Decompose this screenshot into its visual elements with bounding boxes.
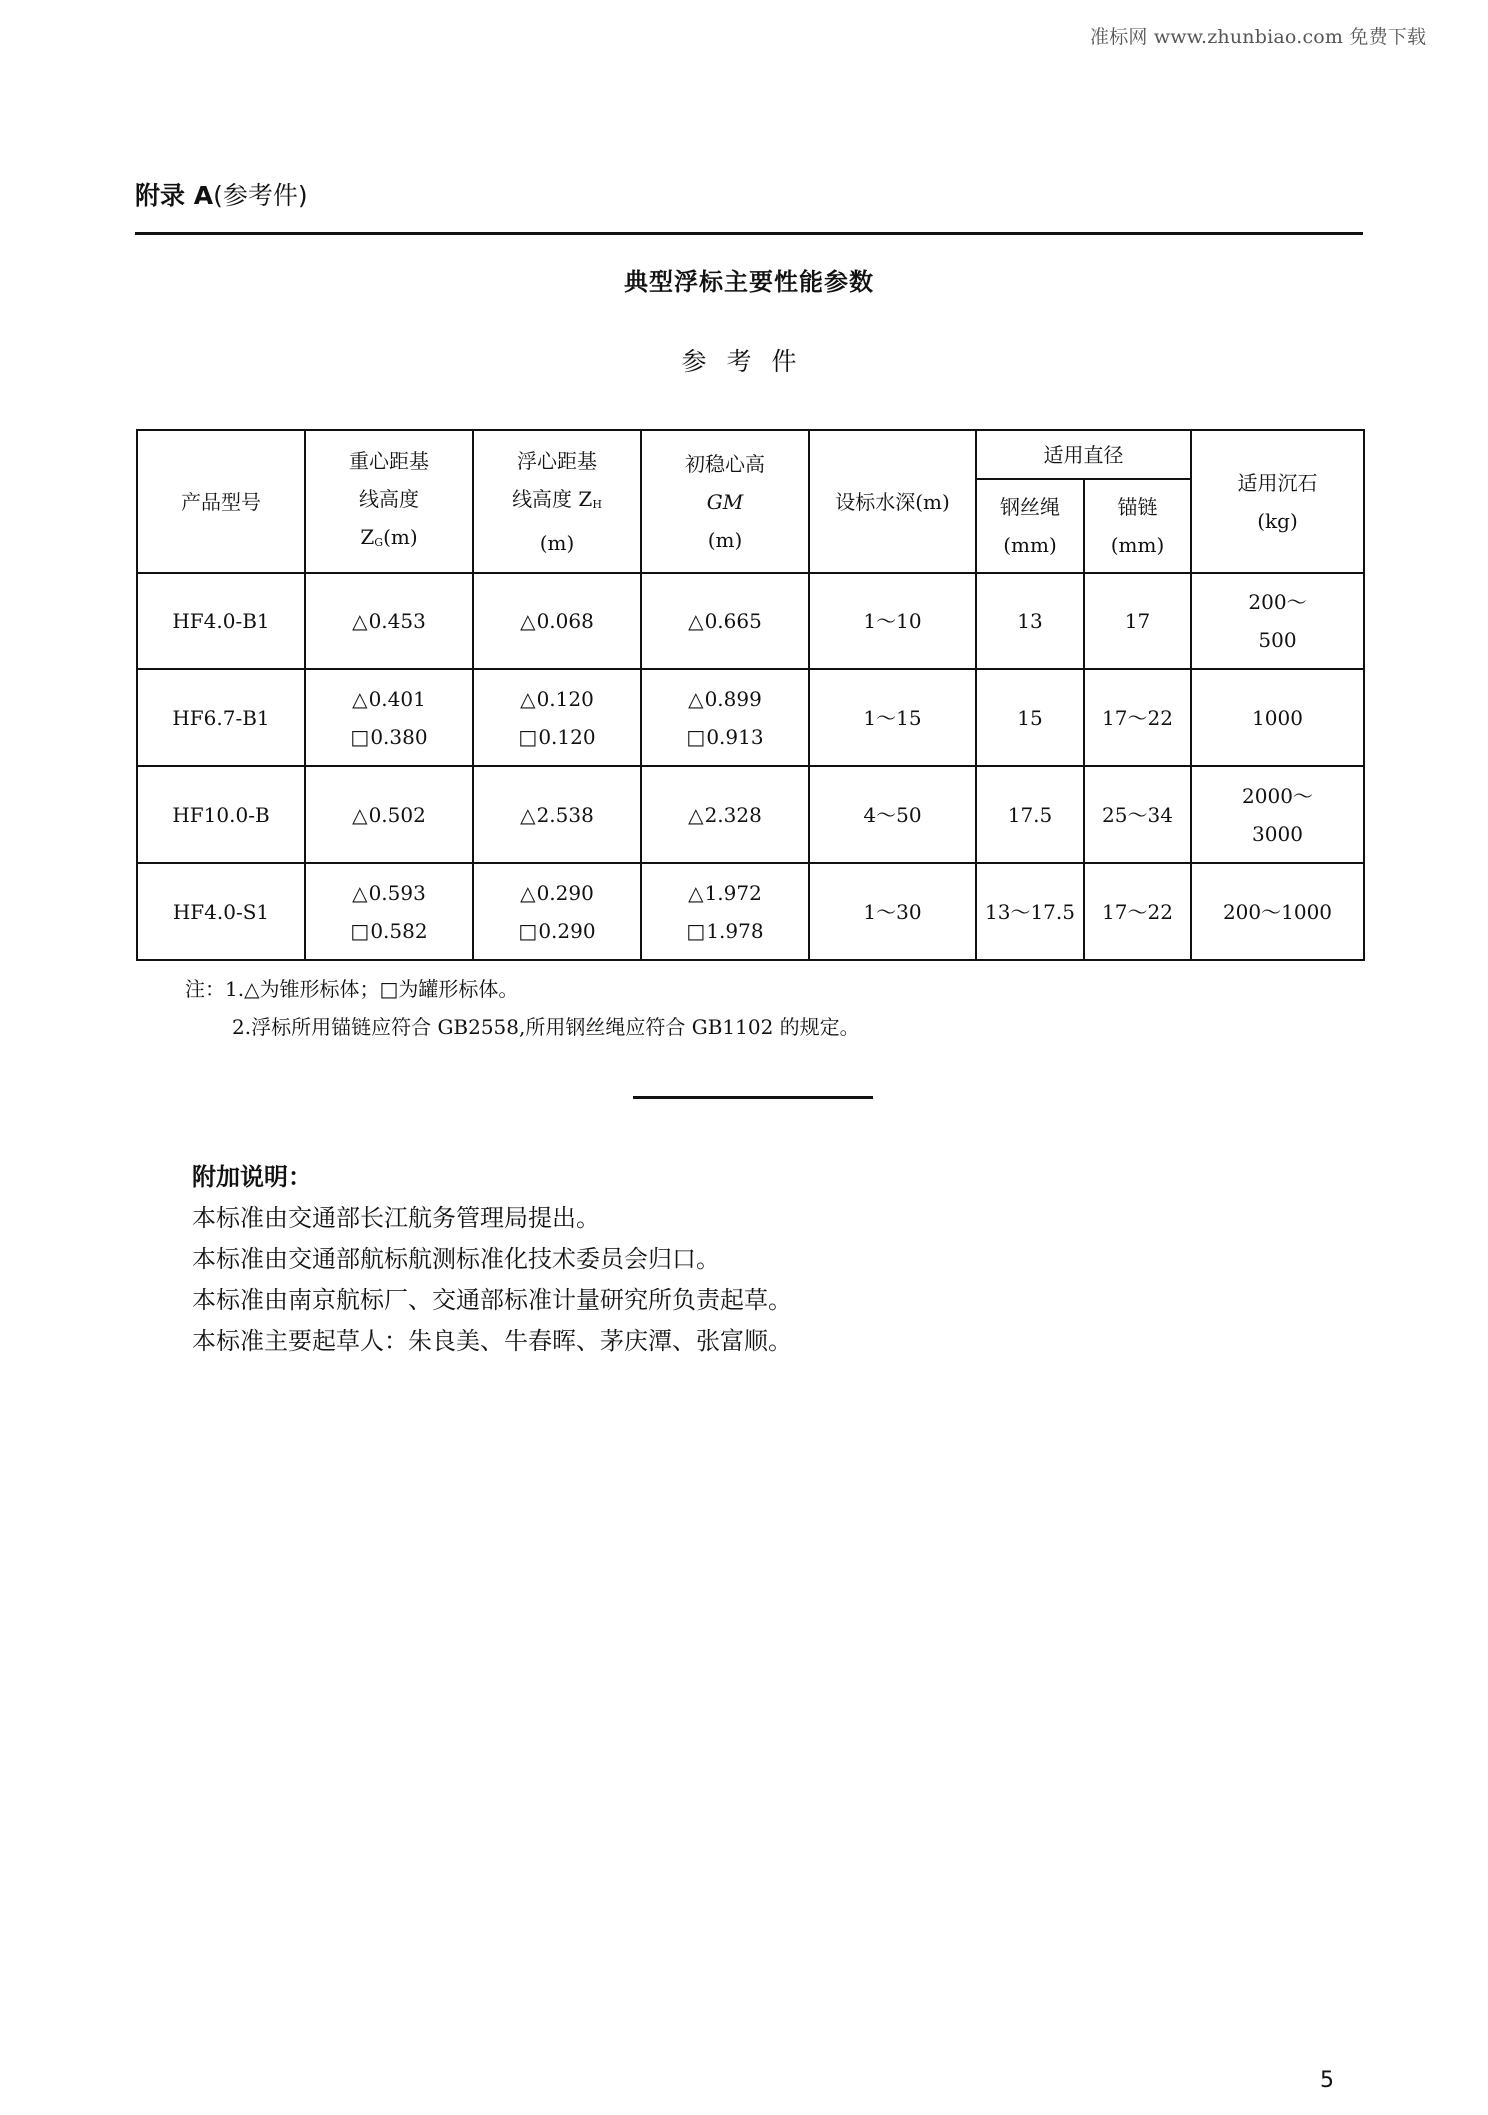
cell-model: HF4.0-S1 bbox=[137, 863, 305, 960]
zg-subscript: G bbox=[374, 535, 384, 549]
cell-zh-value bbox=[474, 796, 640, 834]
reference-label: 参考件 bbox=[681, 347, 817, 376]
cell-gm-number: 1.972 bbox=[704, 880, 762, 905]
supplementary-line: 本标准由交通部航标航测标准化技术委员会归口。 bbox=[192, 1245, 720, 1273]
cell-gm-number: 0.665 bbox=[704, 609, 762, 633]
cell-zh-value bbox=[474, 680, 640, 718]
header-zh bbox=[473, 430, 641, 573]
cell-depth: 1～30 bbox=[809, 863, 976, 960]
cell-gm bbox=[641, 573, 809, 669]
header-zg-line2: 线高度 bbox=[359, 486, 419, 511]
table-row bbox=[137, 573, 1364, 669]
top-rule bbox=[135, 232, 1363, 235]
supplementary-line: 本标准主要起草人：朱良美、牛春晖、茅庆潭、张富顺。 bbox=[192, 1327, 792, 1355]
cell-gm-number: 2.328 bbox=[704, 802, 762, 827]
cell-gm bbox=[641, 669, 809, 766]
cell-sinker-line: 3000 bbox=[1252, 821, 1303, 846]
cell-model: HF6.7-B1 bbox=[137, 669, 305, 766]
cell-zg-value bbox=[306, 602, 472, 640]
header-depth: 设标水深(m) bbox=[809, 430, 976, 573]
cell-zg-number: 0.453 bbox=[368, 609, 426, 633]
table-row bbox=[137, 669, 1364, 766]
zg-unit: (m) bbox=[383, 524, 418, 549]
cell-gm-number: 1.978 bbox=[706, 918, 764, 943]
header-sinker-line1: 适用沉石 bbox=[1237, 470, 1318, 495]
zh-symbol: 线高度 Z bbox=[512, 486, 593, 511]
cell-zh-value bbox=[474, 718, 640, 756]
header-zh-line2 bbox=[474, 480, 640, 524]
cell-wire-rope: 13 bbox=[976, 573, 1084, 669]
cell-sinker-line: 2000～ bbox=[1242, 783, 1313, 808]
cell-model: HF10.0-B bbox=[137, 766, 305, 863]
cell-zg-value bbox=[306, 874, 472, 912]
header-wire-rope-unit: (mm) bbox=[1003, 533, 1057, 557]
header-sinker-unit: (kg) bbox=[1257, 508, 1298, 533]
header-gm bbox=[641, 430, 809, 573]
note-2: 2.浮标所用锚链应符合 GB2558,所用钢丝绳应符合 GB1102 的规定。 bbox=[232, 1015, 860, 1039]
cell-zg-number: 0.380 bbox=[370, 724, 428, 749]
cell-sinker-line: 200～1000 bbox=[1222, 899, 1333, 924]
cell-anchor-chain: 17 bbox=[1084, 573, 1191, 669]
cell-sinker-line: 1000 bbox=[1252, 705, 1303, 730]
cell-gm-value bbox=[642, 874, 808, 912]
header-wire-rope bbox=[976, 479, 1084, 573]
cell-zg bbox=[305, 573, 473, 669]
cone-symbol-icon: △ bbox=[520, 880, 536, 905]
page-number: 5 bbox=[1320, 2068, 1334, 2093]
cell-sinker bbox=[1191, 766, 1364, 863]
cell-depth: 1～15 bbox=[809, 669, 976, 766]
cell-zg-value bbox=[306, 912, 472, 950]
cone-symbol-icon: △ bbox=[688, 609, 704, 633]
header-zg-line3 bbox=[306, 518, 472, 562]
cell-wire-rope: 13～17.5 bbox=[976, 863, 1084, 960]
header-anchor-chain bbox=[1084, 479, 1191, 573]
table-row bbox=[137, 863, 1364, 960]
cell-gm bbox=[641, 863, 809, 960]
cell-zh-value bbox=[474, 602, 640, 640]
cell-zh-number: 0.120 bbox=[536, 686, 594, 711]
can-symbol-icon: □ bbox=[686, 918, 706, 943]
table-row bbox=[137, 766, 1364, 863]
cone-symbol-icon: △ bbox=[352, 686, 368, 711]
cell-zh-number: 0.068 bbox=[536, 609, 594, 633]
cone-symbol-icon: △ bbox=[352, 609, 368, 633]
header-gm-unit: (m) bbox=[707, 527, 743, 552]
cell-wire-rope: 17.5 bbox=[976, 766, 1084, 863]
header-gm-line2: GM bbox=[706, 489, 744, 514]
can-symbol-icon: □ bbox=[518, 724, 538, 749]
supplementary-notes bbox=[192, 1157, 792, 1362]
cell-wire-rope: 15 bbox=[976, 669, 1084, 766]
cell-zg-number: 0.401 bbox=[368, 686, 426, 711]
cell-sinker bbox=[1191, 669, 1364, 766]
cell-zg-number: 0.502 bbox=[368, 802, 426, 827]
cell-gm-value bbox=[642, 718, 808, 756]
can-symbol-icon: □ bbox=[350, 918, 370, 943]
cell-zg-value bbox=[306, 718, 472, 756]
header-sinker bbox=[1191, 430, 1364, 573]
site-watermark: 准标网 www.zhunbiao.com 免费下载 bbox=[1090, 26, 1427, 48]
table-notes bbox=[185, 970, 860, 1046]
cell-zh-number: 0.120 bbox=[538, 724, 596, 749]
header-diameter-group: 适用直径 bbox=[976, 430, 1191, 479]
cell-gm bbox=[641, 766, 809, 863]
header-gm-line1: 初稳心高 bbox=[685, 451, 765, 476]
cell-zh-number: 0.290 bbox=[538, 918, 596, 943]
header-zg bbox=[305, 430, 473, 573]
cell-anchor-chain: 17～22 bbox=[1084, 669, 1191, 766]
cell-zh bbox=[473, 863, 641, 960]
can-symbol-icon: □ bbox=[350, 724, 370, 749]
cell-zh-number: 0.290 bbox=[536, 880, 594, 905]
cell-gm-number: 0.899 bbox=[704, 686, 762, 711]
cone-symbol-icon: △ bbox=[520, 802, 536, 827]
cell-sinker-line: 200～ bbox=[1248, 590, 1307, 614]
cell-sinker bbox=[1191, 863, 1364, 960]
cell-gm-value bbox=[642, 680, 808, 718]
cone-symbol-icon: △ bbox=[352, 802, 368, 827]
cell-gm-number: 0.913 bbox=[706, 724, 764, 749]
cell-zh-value bbox=[474, 874, 640, 912]
document-title: 典型浮标主要性能参数 bbox=[624, 268, 874, 296]
cone-symbol-icon: △ bbox=[520, 609, 536, 633]
cell-sinker-line: 500 bbox=[1258, 628, 1297, 652]
cone-symbol-icon: △ bbox=[688, 686, 704, 711]
cell-gm-value bbox=[642, 602, 808, 640]
header-zh-unit: (m) bbox=[539, 530, 575, 555]
cell-zg-number: 0.582 bbox=[370, 918, 428, 943]
header-anchor-chain-unit: (mm) bbox=[1110, 533, 1165, 557]
supplementary-line: 本标准由交通部长江航务管理局提出。 bbox=[192, 1204, 600, 1232]
can-symbol-icon: □ bbox=[518, 918, 538, 943]
cell-zh bbox=[473, 573, 641, 669]
parameters-table bbox=[136, 429, 1365, 961]
cell-zg-value bbox=[306, 796, 472, 834]
zh-subscript: H bbox=[592, 497, 602, 511]
cell-zg-value bbox=[306, 680, 472, 718]
cell-sinker bbox=[1191, 573, 1364, 669]
cell-zh bbox=[473, 766, 641, 863]
section-divider bbox=[633, 1096, 873, 1099]
appendix-note: (参考件) bbox=[213, 181, 308, 210]
cell-gm-value bbox=[642, 796, 808, 834]
table-body bbox=[137, 573, 1364, 960]
supplementary-line: 本标准由南京航标厂、交通部标准计量研究所负责起草。 bbox=[192, 1286, 792, 1314]
cell-zh bbox=[473, 669, 641, 766]
cell-depth: 4～50 bbox=[809, 766, 976, 863]
cell-anchor-chain: 25～34 bbox=[1084, 766, 1191, 863]
cell-depth: 1～10 bbox=[809, 573, 976, 669]
cone-symbol-icon: △ bbox=[520, 686, 536, 711]
cone-symbol-icon: △ bbox=[352, 880, 368, 905]
cone-symbol-icon: △ bbox=[688, 802, 704, 827]
cell-gm-value bbox=[642, 912, 808, 950]
cell-zg bbox=[305, 669, 473, 766]
zg-symbol: Z bbox=[360, 524, 375, 549]
header-zh-line1: 浮心距基 bbox=[517, 448, 597, 473]
supplementary-title: 附加说明： bbox=[192, 1163, 312, 1191]
appendix-heading bbox=[135, 176, 308, 212]
header-model: 产品型号 bbox=[137, 430, 305, 573]
can-symbol-icon: □ bbox=[686, 724, 706, 749]
cell-zg bbox=[305, 766, 473, 863]
header-anchor-chain-label: 锚链 bbox=[1117, 495, 1158, 519]
cell-zg-number: 0.593 bbox=[368, 880, 426, 905]
cell-zh-value bbox=[474, 912, 640, 950]
note-1: 注：1.△为锥形标体；□为罐形标体。 bbox=[185, 977, 519, 1001]
cell-zh-number: 2.538 bbox=[536, 802, 594, 827]
appendix-label: 附录 A bbox=[135, 181, 214, 210]
header-zg-line1: 重心距基 bbox=[349, 448, 429, 473]
cell-model: HF4.0-B1 bbox=[137, 573, 305, 669]
cell-anchor-chain: 17～22 bbox=[1084, 863, 1191, 960]
cone-symbol-icon: △ bbox=[688, 880, 704, 905]
header-wire-rope-label: 钢丝绳 bbox=[1000, 495, 1060, 519]
cell-zg bbox=[305, 863, 473, 960]
table-header-row bbox=[137, 430, 1364, 479]
